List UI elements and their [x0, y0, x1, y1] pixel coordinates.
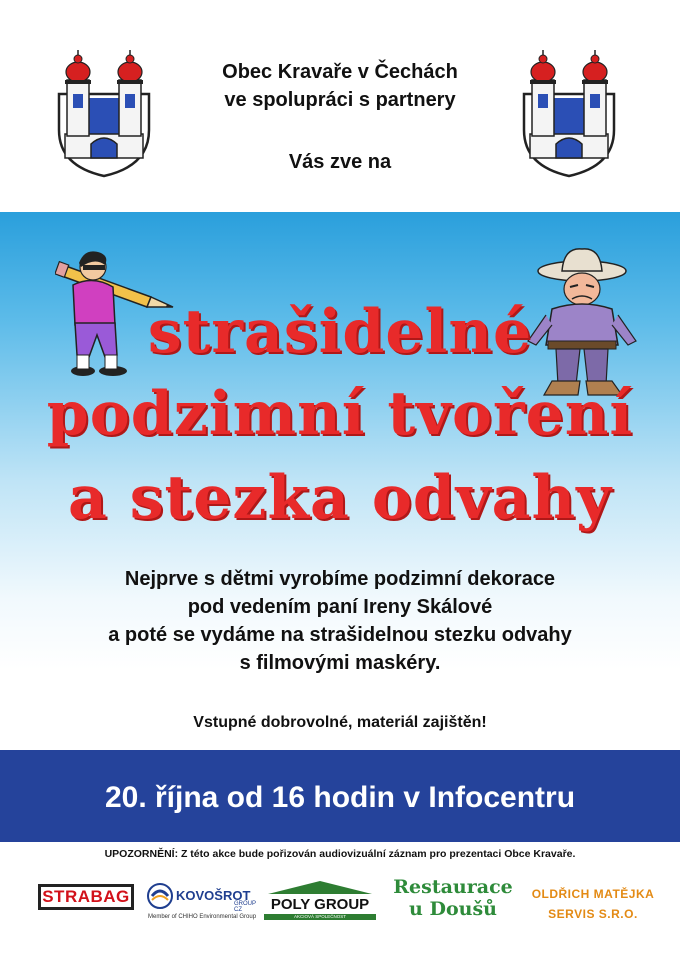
description-line-2: pod vedením paní Ireny Skálové	[187, 596, 493, 618]
matejka-logo	[528, 884, 658, 924]
kovosrot-member: Member of CHIHO Environmental Group	[148, 914, 257, 920]
poly-group-logo	[264, 880, 376, 918]
kovosrot-emblem-icon	[146, 882, 174, 910]
header	[0, 0, 680, 212]
description-line-3: a poté se vydáme na strašidelnou stezku odvahy	[108, 624, 572, 646]
strabag-name: STRABAG	[42, 887, 130, 906]
admission-note: Vstupné dobrovolné, materiál zajištěn!	[193, 714, 487, 731]
event-banner	[0, 750, 680, 842]
restaurace-line-2: u Doušů	[409, 898, 497, 920]
poly-group-name: POLY GROUP	[270, 896, 370, 913]
coat-of-arms-icon	[520, 50, 618, 178]
roof-icon	[264, 880, 376, 894]
kovosrot-name: KOVOŠROT	[176, 888, 251, 903]
coat-of-arms-icon	[55, 50, 153, 178]
sponsor-bar	[0, 870, 680, 960]
title-line-3: a stezka odvahy	[67, 463, 613, 533]
organizer-line: Obec Kravaře v Čechách	[222, 61, 458, 83]
matejka-line-1: OLDŘICH MATĚJKA	[531, 887, 655, 901]
description-line-4: s filmovými maskéry.	[239, 652, 441, 674]
title-line-1: strašidelné	[147, 297, 533, 367]
kovosrot-logo	[146, 882, 256, 922]
recording-warning: UPOZORNĚNÍ: Z této akce bude pořizován audiovizuální záznam pro prezentaci Obce Kravaře.	[104, 848, 576, 860]
event-date-text: 20. října od 16 hodin v Infocentru	[104, 781, 576, 814]
matejka-line-2: SERVIS S.R.O.	[548, 907, 638, 921]
strabag-logo	[38, 884, 134, 910]
restaurace-line-1: Restaurace	[393, 876, 513, 898]
restaurace-logo	[388, 876, 518, 926]
title-line-2: podzimní tvoření	[46, 379, 634, 449]
poly-group-sub: AKCIOVÁ SPOLEČNOST	[293, 914, 346, 919]
description-line-1: Nejprve s dětmi vyrobíme podzimní dekorace	[124, 568, 556, 590]
kovosrot-sub: GROUP CZ	[234, 901, 256, 913]
partner-line: ve spolupráci s partnery	[224, 89, 456, 111]
invitation-line: Vás zve na	[288, 151, 392, 173]
